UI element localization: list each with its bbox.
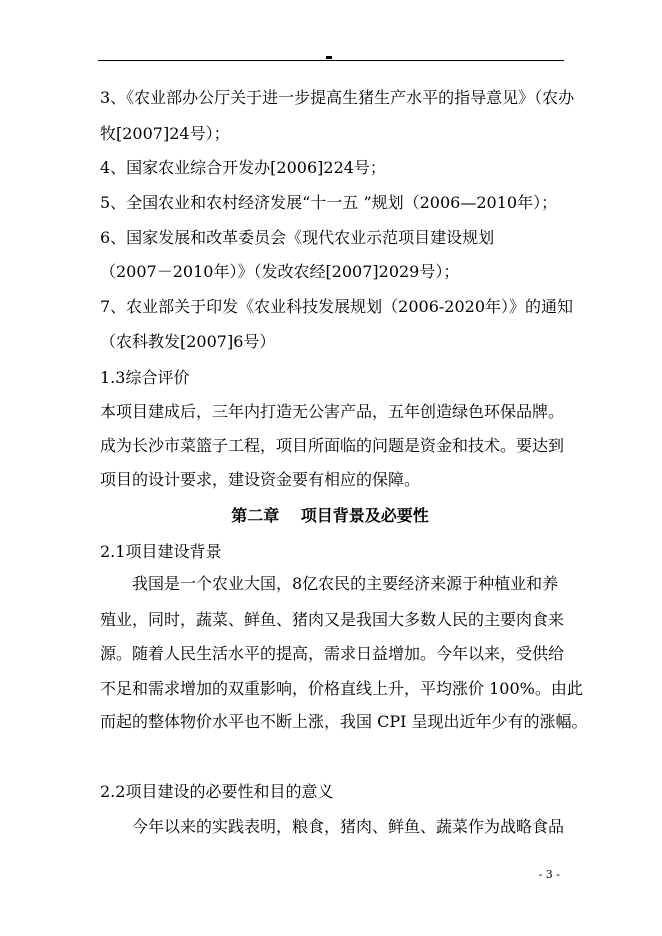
paragraph-line: 殖业，同时，蔬菜、鲜鱼、猪肉又是我国大多数人民的主要肉食来 (100, 610, 565, 629)
header-rule (98, 60, 564, 61)
chapter-title: 第二章 项目背景及必要性 (231, 506, 429, 525)
reference-line: （2007－2010年）》（发改农经[2007]2029号）； (100, 262, 460, 281)
paragraph-line: 成为长沙市菜篮子工程，项目所面临的问题是资金和技术。要达到 (100, 436, 565, 455)
paragraph-line: 今年以来的实践表明，粮食，猪肉、鲜鱼、蔬菜作为战略食品 (132, 817, 565, 836)
paragraph-line: 项目的设计要求，建设资金要有相应的保障。 (100, 470, 421, 489)
reference-line: 5、全国农业和农村经济发展“十一五 ”规划（2006—2010年）； (100, 193, 558, 212)
paragraph-line: 而起的整体物价水平也不断上涨，我国 CPI 呈现出近年少有的涨幅。 (100, 712, 588, 731)
reference-line: （农科教发[2007]6号） (100, 332, 276, 351)
reference-line: 3、《农业部办公厅关于进一步提高生猪生产水平的指导意见》（农办 (100, 88, 575, 107)
reference-line: 7、农业部关于印发《农业科技发展规划（2006-2020年）》的通知 (100, 297, 574, 316)
reference-line: 4、国家农业综合开发办[2006]224号； (100, 158, 386, 177)
section-heading: 2.2项目建设的必要性和目的意义 (100, 782, 334, 801)
section-heading: 2.1项目建设背景 (100, 542, 222, 561)
reference-line: 牧[2007]24号）； (100, 124, 230, 143)
paragraph-line: 不足和需求增加的双重影响，价格直线上升，平均涨价 100%。由此 (100, 679, 583, 698)
paragraph-line: 本项目建成后，三年内打造无公害产品，五年创造绿色环保品牌。 (100, 402, 565, 421)
section-heading: 1.3综合评价 (100, 368, 190, 387)
page-number: - 3 - (538, 868, 560, 881)
paragraph-line: 源。随着人民生活水平的提高，需求日益增加。今年以来，受供给 (100, 644, 565, 663)
reference-line: 6、国家发展和改革委员会《现代农业示范项目建设规划 (100, 228, 495, 247)
header-mark (326, 56, 332, 59)
paragraph-line: 我国是一个农业大国，8亿农民的主要经济来源于种植业和养 (132, 574, 559, 593)
